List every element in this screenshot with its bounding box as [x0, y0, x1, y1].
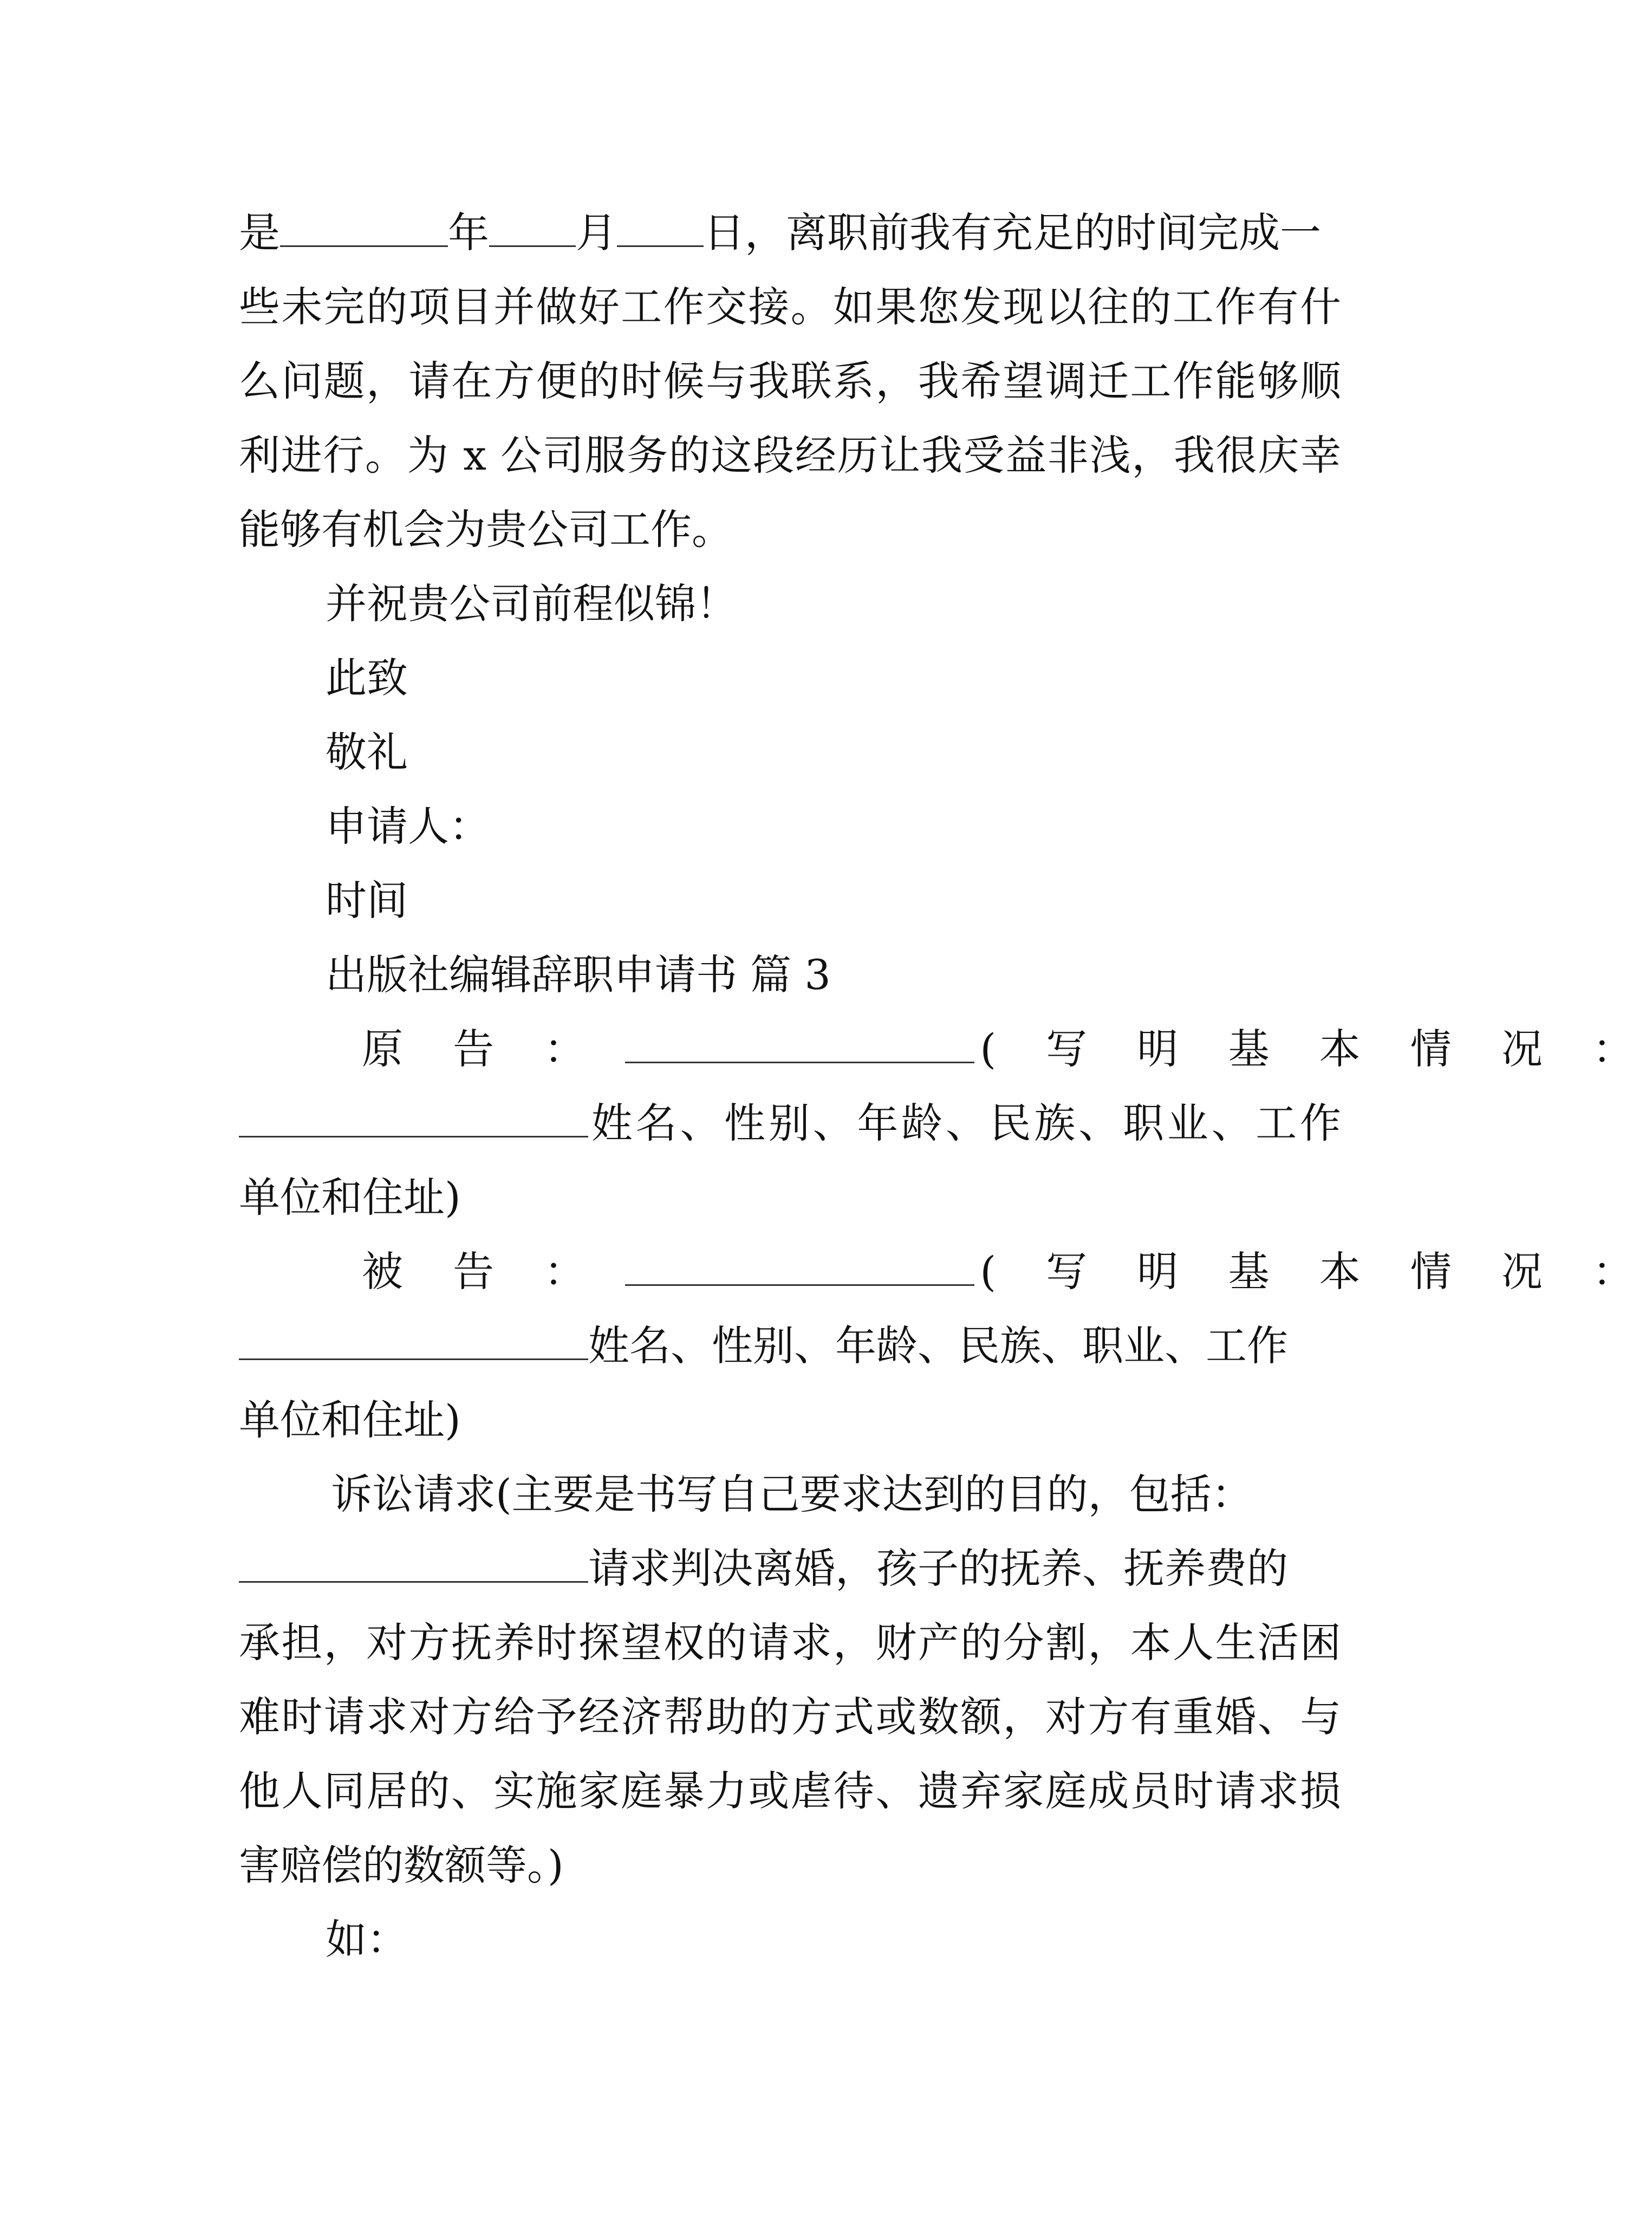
text: 年	[448, 209, 489, 257]
blank-day	[617, 215, 704, 247]
text: 姓名、性别、年龄、民族、职业、工作	[588, 1099, 1341, 1147]
defendant-line	[239, 1309, 1341, 1383]
defendant-line	[362, 1235, 1652, 1309]
defendant-line: 单位和住址)	[239, 1396, 461, 1444]
paragraph-line: 能够有机会为贵公司工作。	[239, 505, 733, 554]
paragraph-line: 利进行。为 x 公司服务的这段经历让我受益非浅，我很庆幸	[239, 431, 1341, 479]
claims-line	[239, 1532, 1341, 1605]
paragraph-line: 么问题，请在方便的时候与我联系，我希望调迁工作能够顺	[239, 357, 1341, 405]
blank-year	[280, 215, 448, 247]
time-line: 时间	[326, 876, 408, 925]
text: 是	[239, 209, 280, 257]
text: 请求判决离婚，孩子的抚养、抚养费的	[588, 1544, 1288, 1592]
section-title: 出版社编辑辞职申请书 篇 3	[326, 951, 831, 999]
closing-line: 敬礼	[326, 728, 408, 776]
claims-line: 难时请求对方给予经济帮助的方式或数额，对方有重婚、与	[239, 1693, 1341, 1741]
blank-month	[489, 215, 576, 247]
blank-field	[625, 1031, 974, 1063]
plaintiff-line	[362, 1012, 1652, 1086]
blank-field	[625, 1254, 974, 1286]
example-line: 如：	[326, 1915, 408, 1964]
applicant-line: 申请人：	[326, 802, 490, 850]
defendant-paren: ( 写 明 基 本 情 况 ：	[980, 1247, 1652, 1296]
text: 月	[576, 209, 617, 257]
plaintiff-label: 原 告 ：	[362, 1025, 604, 1073]
blank-field	[239, 1328, 588, 1360]
text: 日，离职前我有充足的时间完成一	[704, 209, 1321, 257]
plaintiff-line	[239, 1087, 1341, 1160]
claims-line: 他人同居的、实施家庭暴力或虐待、遗弃家庭成员时请求损	[239, 1767, 1341, 1815]
blank-field	[239, 1106, 588, 1137]
blank-field	[239, 1551, 588, 1583]
blessing-line: 并祝贵公司前程似锦！	[326, 580, 737, 628]
claims-line: 害赔偿的数额等。)	[239, 1841, 564, 1889]
claims-line: 承担，对方抚养时探望权的请求，财产的分割，本人生活困	[239, 1618, 1341, 1667]
closing-line: 此致	[326, 654, 408, 702]
paragraph-line: 些未完的项目并做好工作交接。如果您发现以往的工作有什	[239, 283, 1341, 331]
claims-line: 诉讼请求(主要是书写自己要求达到的目的，包括：	[331, 1470, 1253, 1518]
plaintiff-paren: ( 写 明 基 本 情 况 ：	[980, 1025, 1652, 1073]
plaintiff-line: 单位和住址)	[239, 1173, 461, 1221]
paragraph-line	[239, 196, 1341, 270]
defendant-label: 被 告 ：	[362, 1247, 604, 1296]
text: 姓名、性别、年龄、民族、职业、工作	[588, 1322, 1288, 1370]
